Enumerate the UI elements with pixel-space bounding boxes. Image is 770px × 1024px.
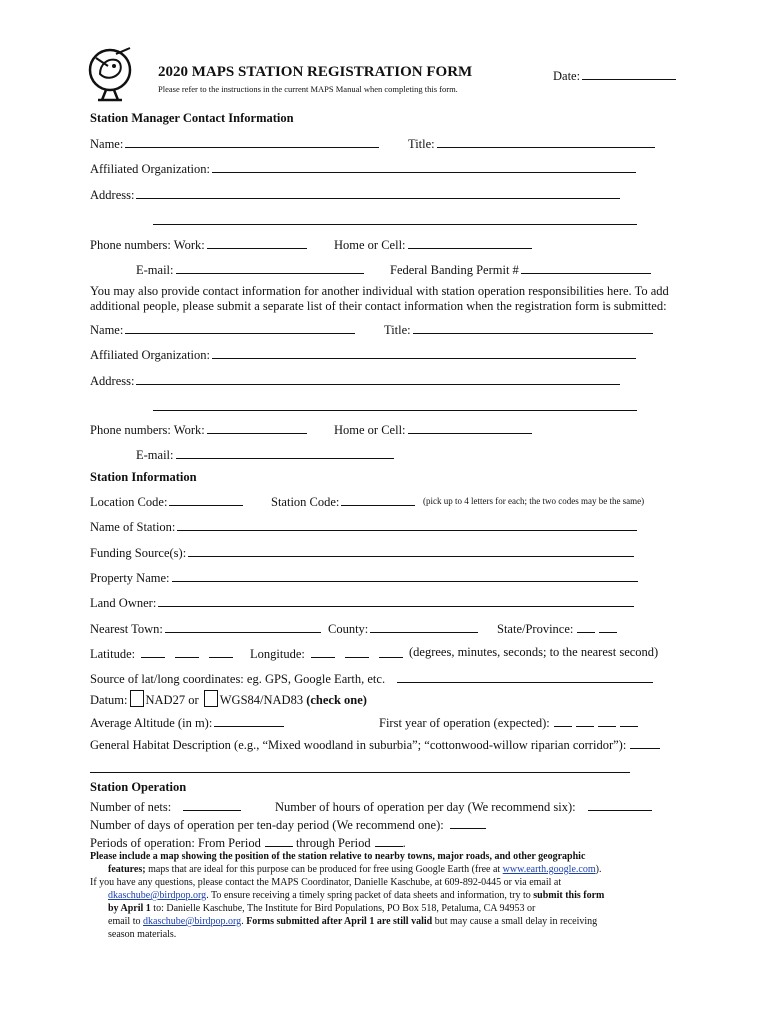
habitat-field[interactable]: [90, 736, 660, 753]
longitude-field[interactable]: [250, 645, 403, 662]
manager-permit-field[interactable]: [390, 261, 651, 278]
degrees-note: (degrees, minutes, seconds; to the nearest second): [409, 645, 659, 659]
q-submit: submit this form: [533, 890, 605, 901]
ibp-bird-logo-icon: [86, 46, 134, 104]
additional-address-field[interactable]: [90, 372, 620, 389]
section-heading-station: Station Information: [90, 470, 197, 484]
first-year-field[interactable]: [379, 714, 638, 731]
days-field[interactable]: [90, 816, 486, 833]
questions-line4: [108, 915, 597, 928]
label: Number of days of operation per ten-day period (We recommend one):: [90, 818, 444, 832]
label: Title:: [408, 137, 435, 151]
questions-line1: If you have any questions, please contact the MAPS Coordinator, Danielle Kaschube, at 609-892-0445 or via email at: [90, 877, 562, 888]
datum-label: Datum:: [90, 693, 128, 707]
county-field[interactable]: [328, 620, 478, 637]
location-code-field[interactable]: [90, 493, 243, 510]
code-note: (pick up to 4 letters for each; the two codes may be the same): [423, 496, 645, 506]
label: E-mail:: [136, 263, 174, 277]
google-earth-link[interactable]: www.earth.google.com: [502, 864, 596, 875]
latitude-field[interactable]: [90, 645, 233, 662]
label: Address:: [90, 374, 135, 388]
wgs84-label: WGS84/NAD83: [219, 693, 304, 707]
datum-row: [90, 690, 367, 708]
additional-work-phone-field[interactable]: [90, 421, 307, 438]
nad27-checkbox[interactable]: [130, 690, 144, 707]
manager-work-phone-field[interactable]: [90, 236, 307, 253]
q-emailto: email to: [108, 916, 143, 927]
additional-title-field[interactable]: [384, 321, 653, 338]
label: E-mail:: [136, 448, 174, 462]
through-label: through Period: [295, 836, 371, 850]
manager-org-field[interactable]: [90, 160, 636, 177]
additional-address-line2[interactable]: [153, 398, 637, 411]
form-subtitle: Please refer to the instructions in the current MAPS Manual when completing this form.: [158, 84, 458, 94]
label: Phone numbers: Work:: [90, 238, 205, 252]
additional-org-field[interactable]: [90, 346, 636, 363]
label: Affiliated Organization:: [90, 348, 210, 362]
label: Funding Source(s):: [90, 546, 187, 560]
q-delay: but may cause a small delay in receiving: [432, 916, 598, 927]
period-end: .: [402, 836, 406, 850]
label: State/Province:: [497, 622, 574, 636]
manager-address-line2[interactable]: [153, 212, 637, 225]
periods-field[interactable]: [90, 834, 406, 851]
coordinator-email-link[interactable]: dkaschube@birdpop.org: [108, 890, 207, 901]
label: Property Name:: [90, 571, 170, 585]
label: Name of Station:: [90, 520, 176, 534]
label: Periods of operation: From Period: [90, 836, 261, 850]
manager-cell-field[interactable]: [334, 236, 532, 253]
date-field[interactable]: [553, 67, 676, 84]
label: Average Altitude (in m):: [90, 716, 213, 730]
label: General Habitat Description (e.g., “Mixed woodland in suburbia”; “cottonwood-willow riparian corridor”):: [90, 738, 627, 752]
funding-field[interactable]: [90, 544, 634, 561]
property-field[interactable]: [90, 569, 638, 586]
wgs84-checkbox[interactable]: [204, 690, 218, 707]
date-label: Date:: [553, 69, 581, 83]
form-title: 2020 MAPS STATION REGISTRATION FORM: [158, 64, 473, 80]
nad27-label: NAD27 or: [145, 693, 199, 707]
hours-field[interactable]: [275, 798, 652, 815]
label: Source of lat/long coordinates: eg. GPS, Google Earth, etc.: [90, 672, 386, 686]
station-name-field[interactable]: [90, 518, 637, 535]
nearest-town-field[interactable]: [90, 620, 321, 637]
label: Name:: [90, 323, 124, 337]
label: First year of operation (expected):: [379, 716, 550, 730]
q-address: to: Danielle Kaschube, The Institute for Bird Populations, PO Box 518, Petaluma, CA 94953 or: [150, 903, 536, 914]
label: Location Code:: [90, 495, 168, 509]
label: Longitude:: [250, 647, 305, 661]
label: Address:: [90, 188, 135, 202]
map-note-text: maps that are ideal for this purpose can be produced for free using Google Earth (free at: [145, 864, 503, 875]
section-heading-manager: Station Manager Contact Information: [90, 111, 294, 125]
map-note-line1: Please include a map showing the position of the station relative to nearby towns, major roads, and other geographic: [90, 851, 586, 862]
altitude-field[interactable]: [90, 714, 284, 731]
additional-cell-field[interactable]: [334, 421, 532, 438]
map-note-line2: [108, 863, 601, 876]
section-heading-operation: Station Operation: [90, 780, 187, 794]
source-coordinates-field[interactable]: [90, 670, 653, 687]
label: Station Code:: [271, 495, 340, 509]
station-code-field[interactable]: [271, 493, 415, 510]
map-note-bold: features;: [108, 864, 146, 875]
questions-line3: [108, 902, 535, 915]
q-text: . To ensure receiving a timely spring packet of data sheets and information, try to: [206, 890, 534, 901]
coordinator-email-link-2[interactable]: dkaschube@birdpop.org: [143, 916, 242, 927]
additional-intro-line2: additional people, please submit a separate list of their contact information when the registration form is submitted:: [90, 299, 667, 313]
label: Latitude:: [90, 647, 136, 661]
label: Name:: [90, 137, 124, 151]
label: Nearest Town:: [90, 622, 163, 636]
q-dot: .: [241, 916, 247, 927]
q-late: Forms submitted after April 1 are still valid: [246, 916, 433, 927]
label: Number of hours of operation per day (We recommend six):: [275, 800, 576, 814]
additional-email-field[interactable]: [136, 446, 394, 463]
manager-address-field[interactable]: [90, 186, 620, 203]
label: Home or Cell:: [334, 423, 406, 437]
check-one-label: (check one): [306, 693, 367, 707]
additional-intro-line1: You may also provide contact information for another individual with station operation responsibilities here. To add: [90, 284, 669, 298]
questions-line2: [108, 889, 604, 902]
label: Number of nets:: [90, 800, 172, 814]
questions-line5: season materials.: [108, 929, 177, 940]
label: Title:: [384, 323, 411, 337]
state-field[interactable]: [497, 620, 617, 637]
map-note-end: ).: [595, 864, 602, 875]
label: Federal Banding Permit #: [390, 263, 519, 277]
habitat-line2[interactable]: [90, 760, 630, 773]
label: Phone numbers: Work:: [90, 423, 205, 437]
q-by: by April 1: [108, 903, 151, 914]
manager-title-field[interactable]: [408, 135, 655, 152]
label: County:: [328, 622, 369, 636]
label: Affiliated Organization:: [90, 162, 210, 176]
label: Land Owner:: [90, 596, 157, 610]
manager-name-field[interactable]: [90, 135, 379, 152]
land-owner-field[interactable]: [90, 594, 634, 611]
additional-name-field[interactable]: [90, 321, 355, 338]
manager-email-field[interactable]: [136, 261, 364, 278]
label: Home or Cell:: [334, 238, 406, 252]
nets-field[interactable]: [90, 798, 241, 815]
